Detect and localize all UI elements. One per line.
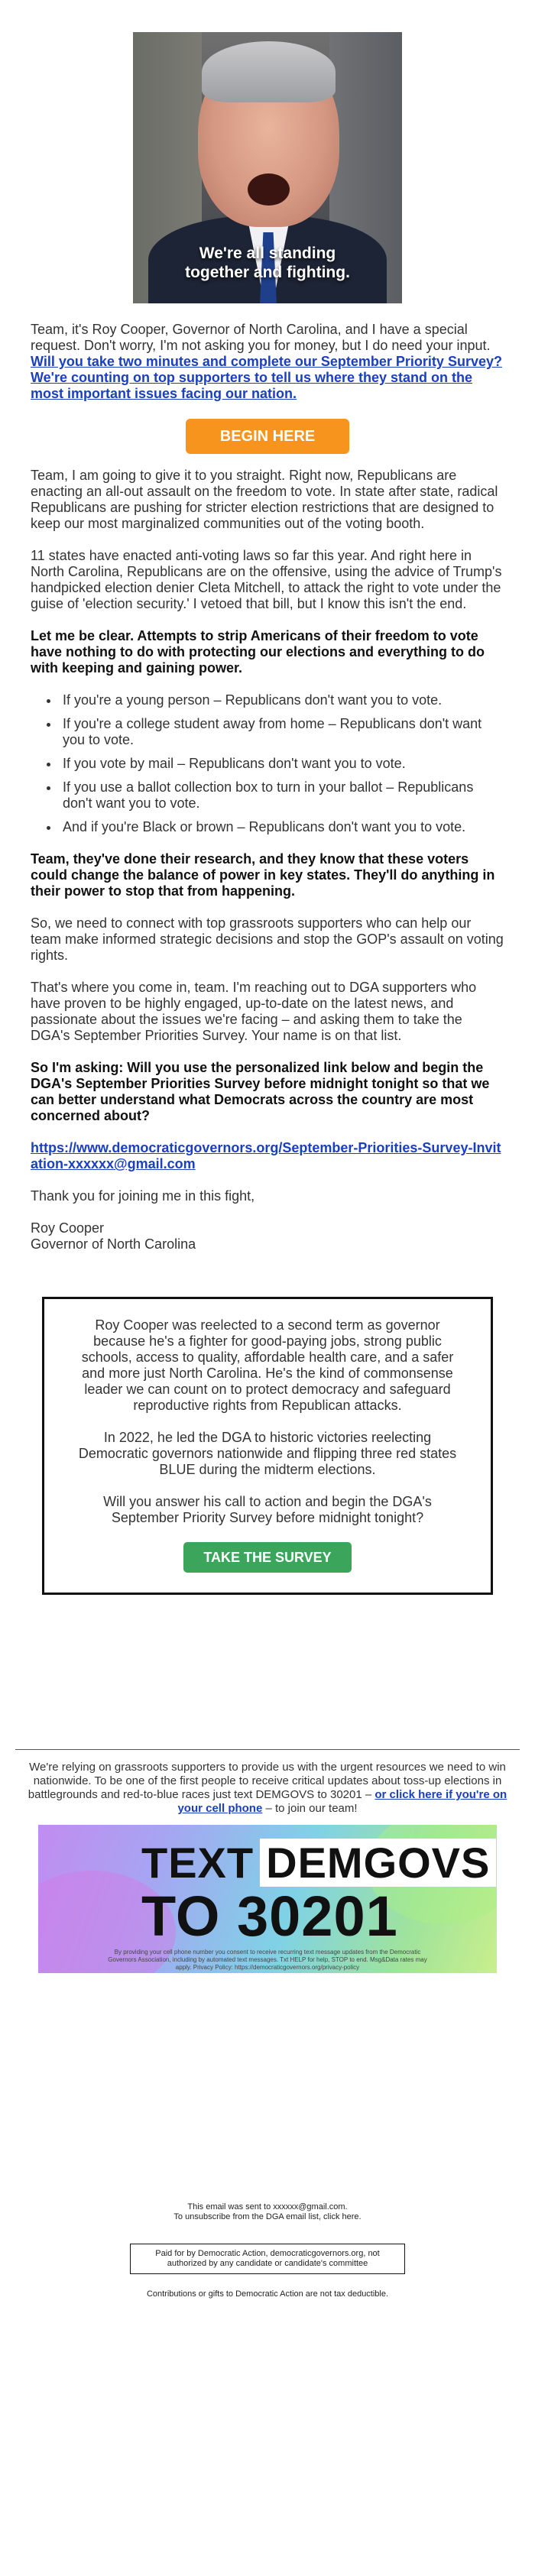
- caption-line-2: together and fighting.: [185, 264, 350, 281]
- bio-paragraph-2: In 2022, he led the DGA to historic victories reelecting Democratic governors nationwide and flipping three red states BLUE during the midterm elections.: [78, 1430, 457, 1477]
- bio-paragraph-1: Roy Cooper was reelected to a second term as governor because he's a fighter for good-paying jobs, strong public schools, access to quality, affordable health care, and a safer and more just North Carolina. He's the kind of commonsense leader we can count on to protect democracy and safeguard reproductive rights from Republican attacks.: [81, 1317, 454, 1413]
- personalized-survey-link[interactable]: https://www.democraticgovernors.org/September-Priorities-Survey-Invitation-xxxxxx@gmail.com: [31, 1140, 501, 1171]
- video-thumbnail[interactable]: [133, 32, 402, 303]
- sms-text-tail: – to join our team!: [262, 1802, 358, 1815]
- list-item: • If you're a young person – Republicans don't want you to vote.: [60, 692, 504, 708]
- bio-paragraph-3: Will you answer his call to action and begin the DGA's September Priority Survey before midnight tonight?: [103, 1494, 432, 1525]
- hair-shape: [202, 41, 336, 102]
- paragraph-3: Let me be clear. Attempts to strip Americans of their freedom to vote have nothing to do with protecting our elections and everything to do with keeping and gaining power.: [31, 628, 485, 676]
- thanks-line: Thank you for joining me in this fight,: [31, 1188, 255, 1204]
- survey-link[interactable]: Will you take two minutes and complete our September Priority Survey? We're counting on top supporters to tell us where they stand on the most important issues facing our nation.: [31, 354, 502, 401]
- list-item: • If you vote by mail – Republicans don't want you to vote.: [60, 756, 504, 772]
- banner-line-2: TO 30201: [141, 1884, 398, 1948]
- bio-callout-box: [42, 1297, 493, 1595]
- paid-for-by-box: Paid for by Democratic Action, democraticgovernors.org, not authorized by any candidate or candidate's committee: [130, 2244, 405, 2274]
- sms-text-body: We're relying on grassroots supporters to provide us with the urgent resources we need to win nationwide. To be one of the first people to receive critical updates about toss-up elections in battlegrounds and red-to-blue races just text DEMGOVS to 30201 –: [28, 1761, 506, 1801]
- banner-text-word: TEXT: [141, 1839, 255, 1887]
- sms-signup-text: [24, 1761, 511, 1816]
- take-survey-button[interactable]: TAKE THE SURVEY: [183, 1542, 352, 1573]
- section-divider: [15, 1749, 520, 1750]
- cell-phone-link[interactable]: or click here if you're on your cell phone: [177, 1788, 507, 1815]
- paragraph-1: Team, I am going to give it to you straight. Right now, Republicans are enacting an all-out assault on the freedom to vote. In state after state, radical Republicans are pushing for stricter election restrictions that are designed to keep our most marginalized communities out of the voting booth.: [31, 468, 498, 531]
- voter-bullet-list: [60, 692, 504, 835]
- list-item: • If you're a college student away from home – Republicans don't want you to vote.: [60, 716, 504, 748]
- list-item: • And if you're Black or brown – Republicans don't want you to vote.: [60, 819, 504, 835]
- footer-sent-to: [0, 2202, 535, 2222]
- sent-to-line: This email was sent to xxxxxx@gmail.com.: [187, 2202, 348, 2211]
- banner-fine-print: By providing your cell phone number you consent to receive recurring text message updates from the Democratic Governors Association, including by automated text messages. Txt HELP for help, STOP to end. Msg&Data rates may apply. Privacy Policy: https://democraticgovernors.org/privacy-policy: [108, 1949, 427, 1971]
- mouth-shape: [248, 173, 290, 206]
- intro-paragraph: [31, 322, 504, 402]
- banner-line-1: [141, 1840, 496, 1886]
- paragraph-6: That's where you come in, team. I'm reaching out to DGA supporters who have proven to be highly engaged, up-to-date on the latest news, and passionate about the issues we're facing – and asking them to take the DGA's September Priorities Survey. Your name is on that list.: [31, 980, 477, 1043]
- signature: [31, 1220, 504, 1252]
- paragraph-5: So, we need to connect with top grassroots supporters who can help our team make informed strategic decisions and stop the GOP's assault on voting rights.: [31, 915, 504, 963]
- tax-disclaimer: Contributions or gifts to Democratic Action are not tax deductible.: [146, 2289, 389, 2299]
- text-signup-banner[interactable]: [38, 1825, 497, 1973]
- signature-title: Governor of North Carolina: [31, 1236, 196, 1252]
- intro-text: Team, it's Roy Cooper, Governor of North Carolina, and I have a special request. Don't worry, I'm not asking you for money, but I do need your input.: [31, 322, 491, 353]
- list-item: • If you use a ballot collection box to turn in your ballot – Republicans don't want you to vote.: [60, 779, 504, 812]
- paragraph-4: Team, they've done their research, and they know that these voters could change the balance of power in key states. They'll do anything in their power to stop that from happening.: [31, 851, 495, 899]
- caption-line-1: We're all standing: [199, 245, 336, 262]
- paragraph-7: So I'm asking: Will you use the personalized link below and begin the DGA's September Priorities Survey before midnight tonight so that we can better understand what Democrats across the country are most concerned about?: [31, 1060, 490, 1123]
- signature-name: Roy Cooper: [31, 1220, 105, 1236]
- unsubscribe-link[interactable]: To unsubscribe from the DGA email list, click here.: [173, 2212, 362, 2221]
- banner-keyword: DEMGOVS: [260, 1839, 496, 1887]
- begin-here-button[interactable]: BEGIN HERE: [186, 419, 349, 454]
- paragraph-2: 11 states have enacted anti-voting laws so far this year. And right here in North Carolina, Republicans are on the offensive, using the advice of Trump's handpicked election denier Cleta Mitchell, to attack the right to vote under the guise of 'election security.' I vetoed that bill, but I know this isn't the end.: [31, 548, 502, 611]
- video-caption: [133, 244, 402, 282]
- email-body: [0, 32, 535, 2299]
